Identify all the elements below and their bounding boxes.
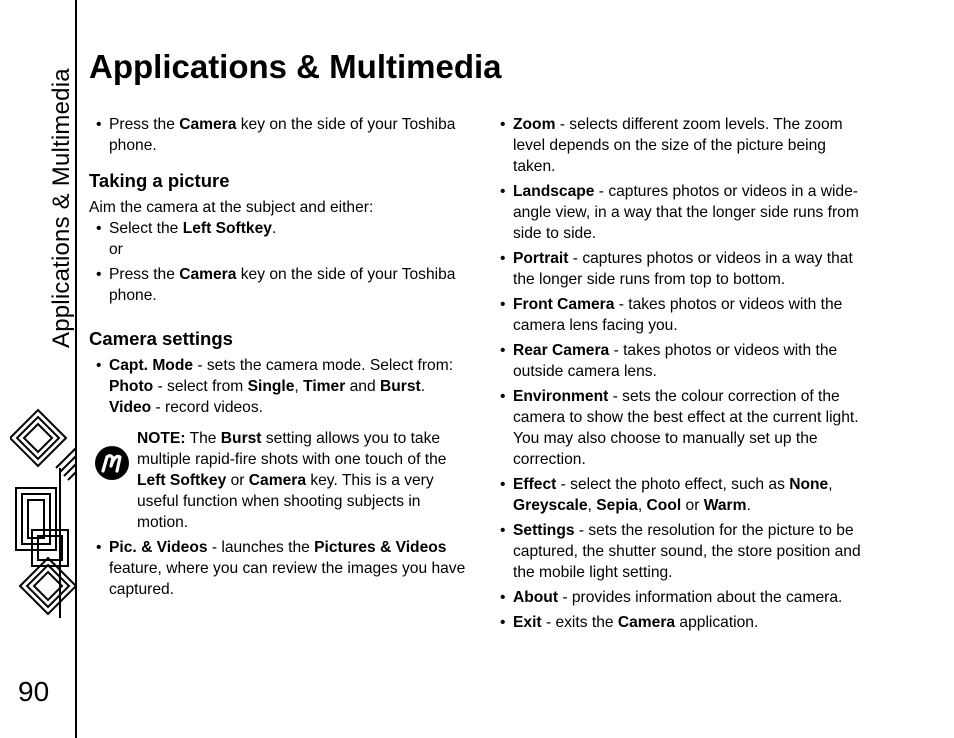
list-item-exit: • Exit - exits the Camera application. [493,612,865,633]
section-heading-camera-settings: Camera settings [89,328,233,349]
section-lead: Aim the camera at the subject and either: [89,199,374,216]
list-item-landscape: • Landscape - captures photos or videos in a wide-angle view, in a way that the longer side runs from side to side. [493,181,865,244]
list-item-environment: • Environment - sets the colour correction of the camera to show the best effect at the current light. You may also choose to manually set up the correction. [493,386,865,470]
section-heading-taking-picture: Taking a picture [89,170,230,191]
list-item: • Pic. & Videos - launches the Pictures & Videos feature, where you can review the images you have captured. [89,537,469,600]
right-column [493,114,865,637]
note-box: NOTE: The Burst setting allows you to take multiple rapid-fire shots with one touch of the Left Softkey or Camera key. This is a very useful function when shooting subjects in motion. [89,428,469,533]
note-icon [93,444,131,482]
list-item-settings: • Settings - sets the resolution for the picture to be captured, the shutter sound, the store position and the mobile light setting. [493,520,865,583]
list-item: • Press the Camera key on the side of your Toshiba phone. [89,264,469,306]
list-item-portrait: • Portrait - captures photos or videos in a way that the longer side runs from top to bottom. [493,248,865,290]
list-item-zoom: • Zoom - selects different zoom levels. The zoom level depends on the size of the picture being taken. [493,114,865,177]
list-item-rear-camera: • Rear Camera - takes photos or videos with the outside camera lens. [493,340,865,382]
page-title: Applications & Multimedia [89,48,502,85]
left-column [89,114,469,604]
page-number: 90 [18,676,50,707]
list-item: • Select the Left Softkey. or [89,218,469,260]
list-item-effect: • Effect - select the photo effect, such as None, Greyscale, Sepia, Cool or Warm. [493,474,865,516]
list-item: • Press the Camera key on the side of your Toshiba phone. [89,114,469,156]
list-item-front-camera: • Front Camera - takes photos or videos with the camera lens facing you. [493,294,865,336]
sidebar-section-title: Applications & Multimedia [48,68,75,348]
list-item-about: • About - provides information about the camera. [493,587,865,608]
decorative-diamond-pattern [10,408,80,628]
list-item: • Capt. Mode - sets the camera mode. Select from: Photo - select from Single, Timer and Burst. Video - record videos. [89,355,469,418]
